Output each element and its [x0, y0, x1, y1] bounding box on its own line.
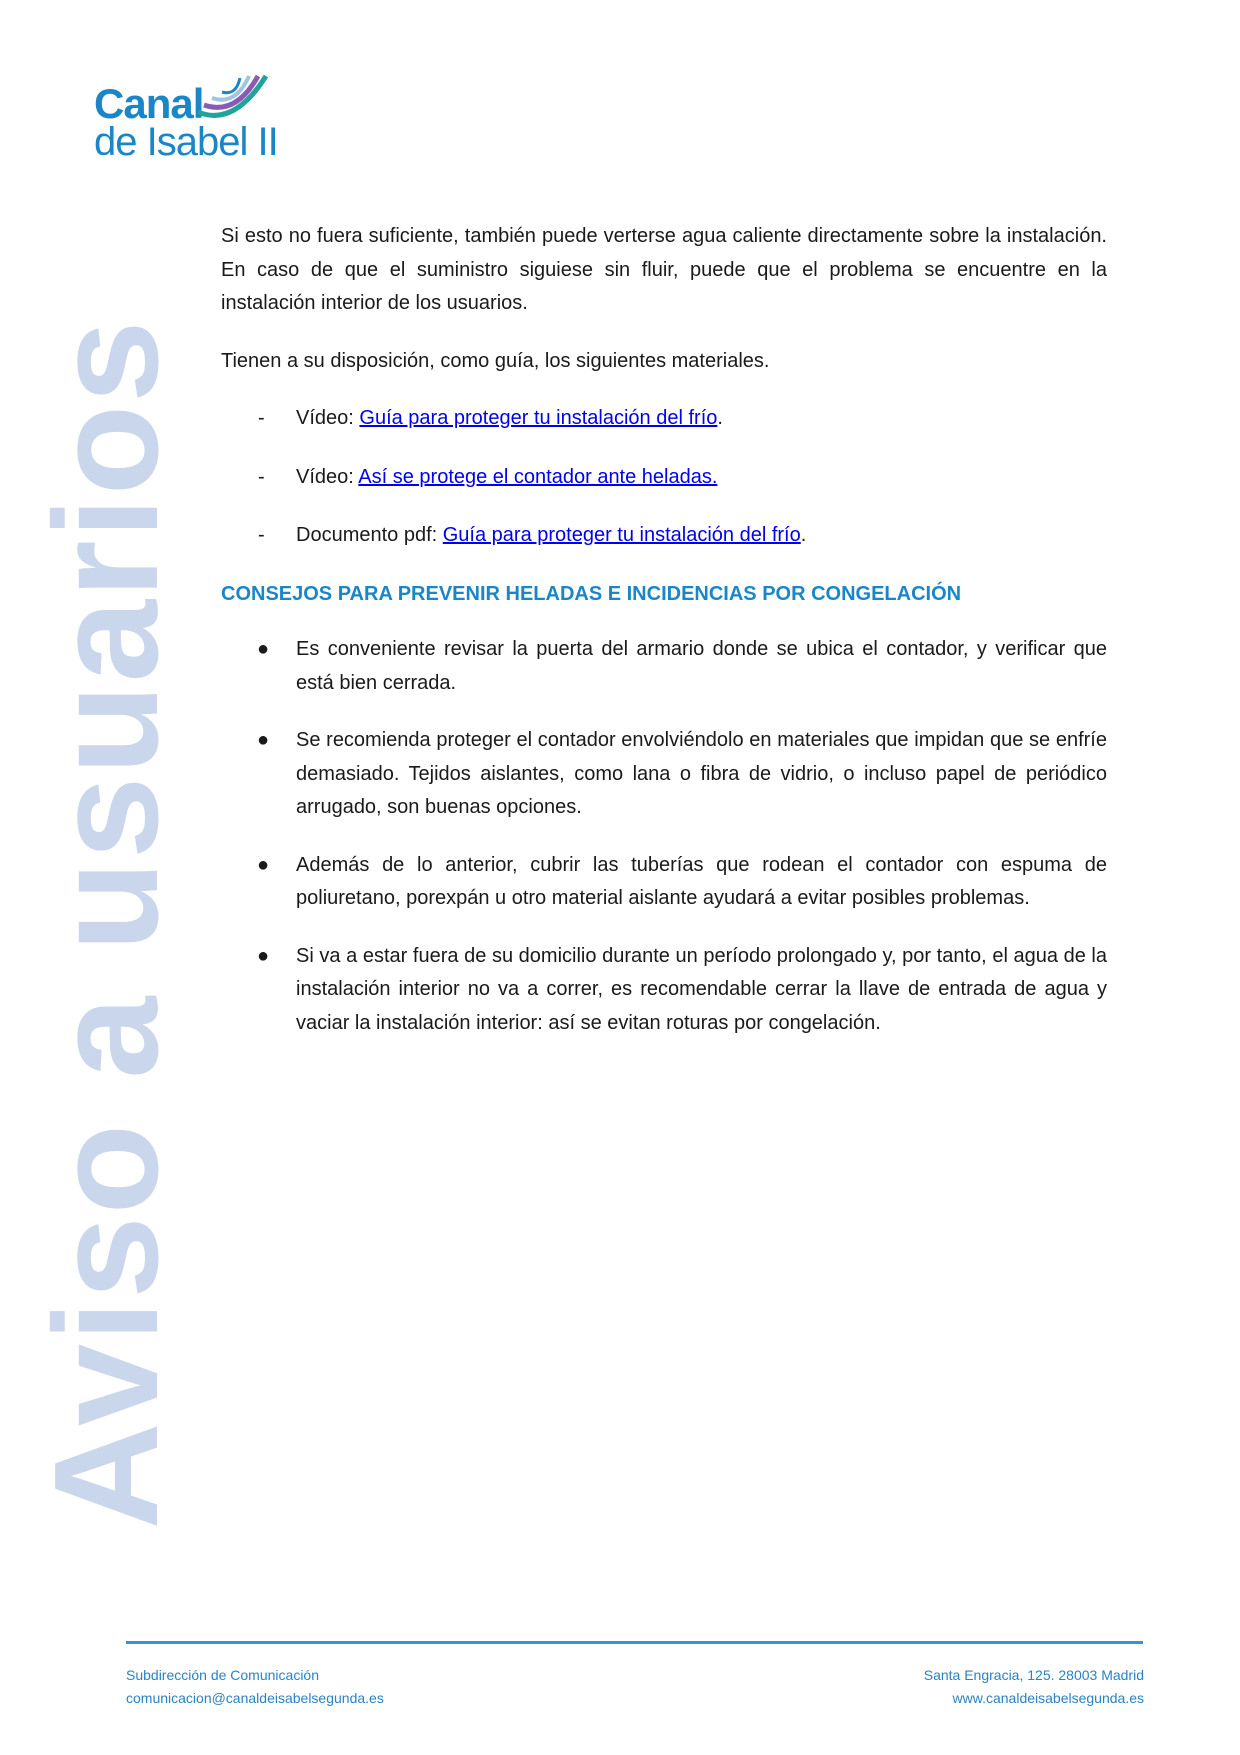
bullet-icon: ● [257, 853, 270, 876]
canal-de-isabel-ii-logo [94, 72, 294, 162]
tip-text: Además de lo anterior, cubrir las tuberías que rodean el contador con espuma de poliuretano, porexpán u otro material aislante ayudará a evitar posibles problemas. [296, 853, 1107, 909]
tip-item [221, 724, 1107, 825]
tip-item [221, 633, 1107, 700]
dash-marker: - [258, 465, 265, 488]
logo-waves-icon [194, 72, 274, 122]
video-contador-link[interactable]: Así se protege el contador ante heladas. [358, 465, 718, 488]
resource-item [221, 519, 1107, 553]
watermark-aviso-a-usuarios: Aviso a usuarios [24, 318, 189, 1530]
resource-type: Documento pdf: [296, 524, 443, 546]
resource-type: Vídeo: [296, 465, 359, 488]
footer-department: Subdirección de Comunicación [126, 1667, 319, 1683]
punct: . [800, 524, 807, 546]
punct: . [717, 407, 723, 429]
resource-type: Vídeo: [296, 407, 360, 429]
dash-marker: - [258, 524, 265, 546]
bullet-icon: ● [257, 944, 270, 967]
footer-left [126, 1664, 384, 1710]
logo-line2: de Isabel II [94, 120, 278, 164]
resource-item [221, 402, 1107, 436]
document-body [221, 220, 1107, 1064]
footer-address: Santa Engracia, 125. 28003 Madrid [923, 1667, 1144, 1683]
paragraph: Si esto no fuera suficiente, también puede verterse agua caliente directamente sobre la instalación. En caso de que el suministro siguiese sin fluir, puede que el problema se encuentre en la instalación interior de los usuarios. [221, 225, 1107, 314]
tip-item [221, 940, 1107, 1041]
tip-item [221, 849, 1107, 916]
bullet-icon: ● [257, 729, 270, 751]
tip-text: Se recomienda proteger el contador envolviéndolo en materiales que impidan que se enfríe demasiado. Tejidos aislantes, como lana o fibra de vidrio, o incluso papel de periódico arrugado, son buenas opciones. [296, 729, 1107, 818]
paragraph: Tienen a su disposición, como guía, los siguientes materiales. [221, 349, 770, 372]
tip-text: Si va a estar fuera de su domicilio durante un período prolongado y, por tanto, el agua de la instalación interior no va a correr, es recomendable cerrar la llave de entrada de agua y vaciar la instalación interior: así se evitan roturas por congelación. [296, 944, 1107, 1034]
bullet-icon: ● [257, 638, 270, 660]
video-guide-link[interactable]: Guía para proteger tu instalación del frío [359, 407, 718, 429]
resource-item [221, 461, 1107, 495]
tip-text: Es conveniente revisar la puerta del armario donde se ubica el contador, y verificar que está bien cerrada. [296, 638, 1107, 694]
footer-email[interactable]: comunicacion@canaldeisabelsegunda.es [126, 1690, 384, 1706]
footer-website[interactable]: www.canaldeisabelsegunda.es [952, 1690, 1144, 1706]
footer-right [924, 1664, 1144, 1710]
pdf-guide-link[interactable]: Guía para proteger tu instalación del frío [442, 524, 801, 546]
dash-marker: - [258, 407, 265, 429]
logo-line1: Canal [94, 80, 204, 127]
section-heading: CONSEJOS PARA PREVENIR HELADAS E INCIDENCIAS POR CONGELACIÓN [221, 582, 962, 605]
footer-divider [126, 1641, 1143, 1644]
